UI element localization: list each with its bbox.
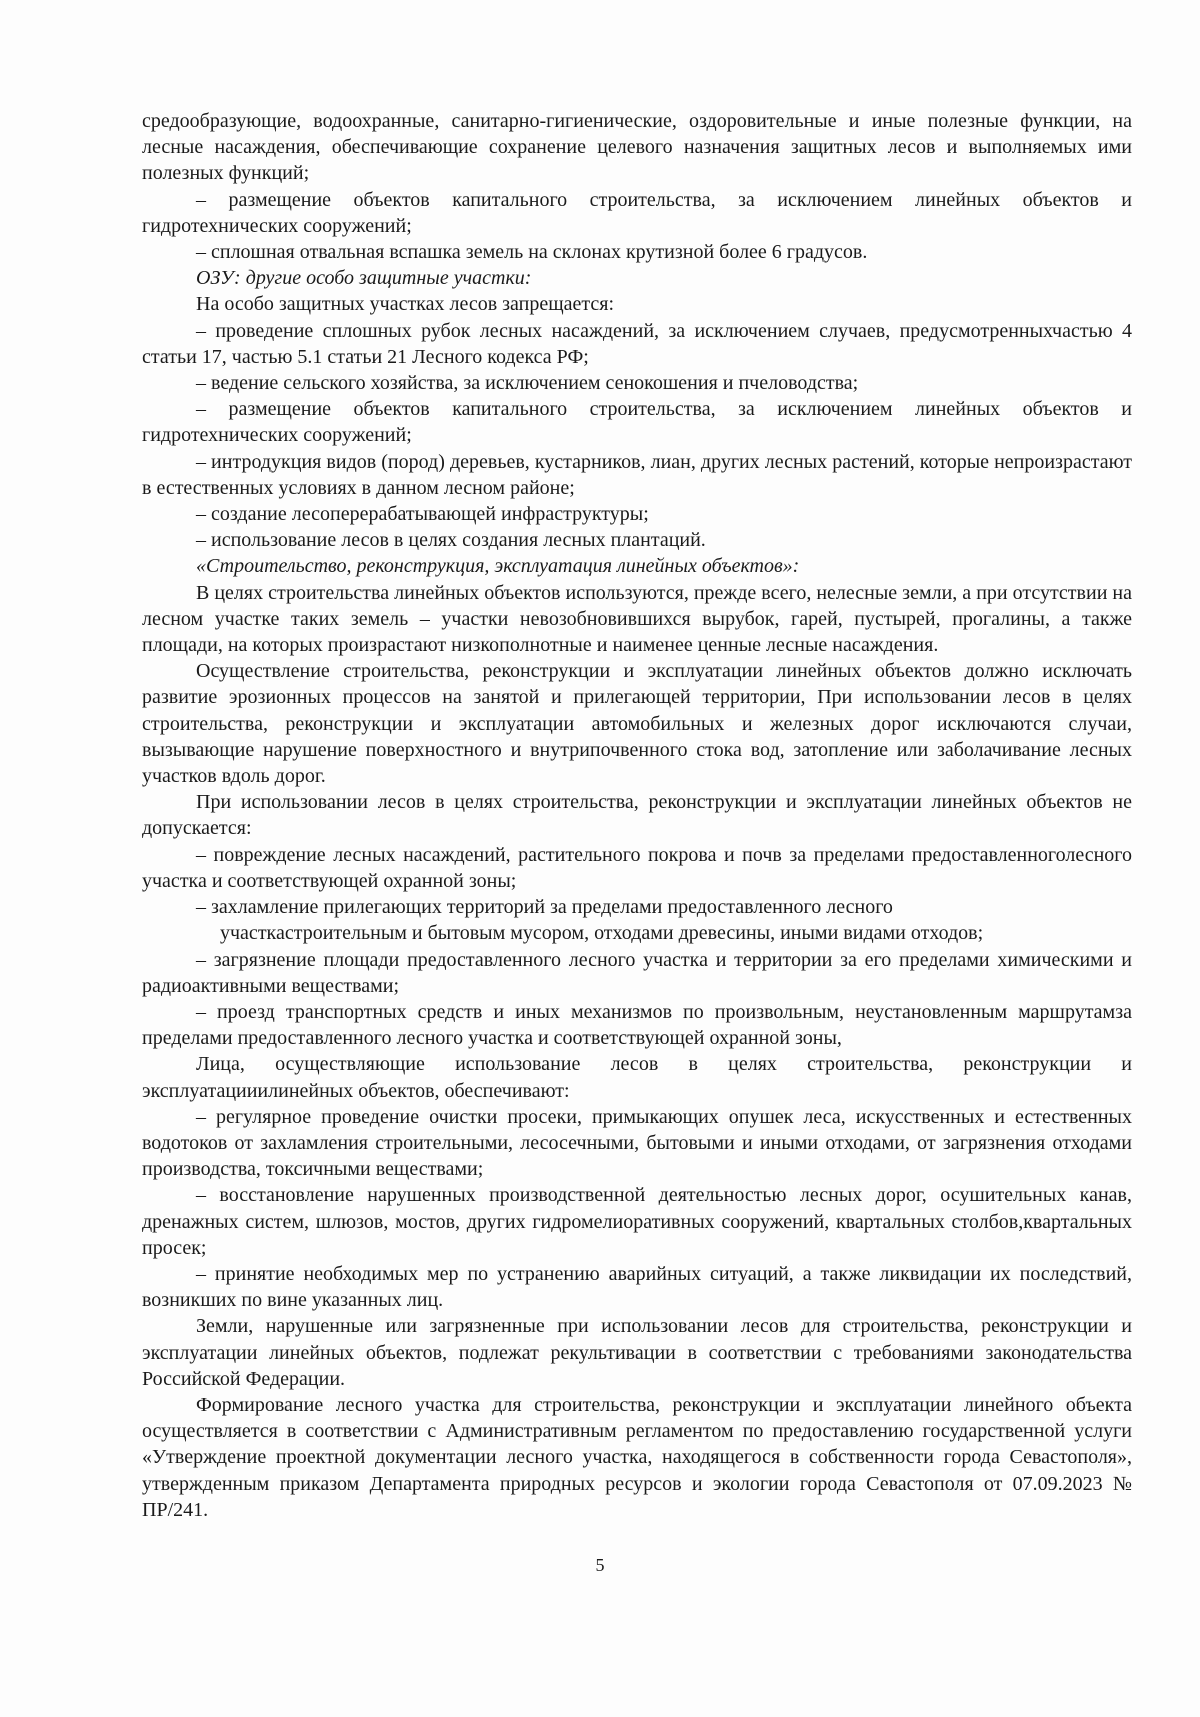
paragraph-26: Формирование лесного участка для строительства, реконструкции и эксплуатации линейного объекта осуществляется в соответствии с Административным регламентом по предоставлению государственной услуги «Утверждение проектной документации лесного участка, находящегося в собственности города Севастополя», утвержденным приказом Департамента природных ресурсов и экологии города Севастополя от 07.09.2023 № ПР/241. xyxy=(142,1393,1132,1521)
paragraph-5: На особо защитных участках лесов запрещается: xyxy=(196,293,615,316)
paragraph-13: В целях строительства линейных объектов используются, прежде всего, нелесные земли, а при отсутствии на лесном участке таких земель – участки невозобновившихся вырубок, гарей, пустырей, прогалины, а также площади, на которых произрастают низкополнотные и наименее ценные лесные насаждения. xyxy=(142,581,1132,657)
paragraph-16: – повреждение лесных насаждений, растительного покрова и почв за пределами предоставленноголесного участка и соответствующей охранной зоны; xyxy=(142,843,1132,892)
paragraph-22: – регулярное проведение очистки просеки, примыкающих опушек леса, искусственных и естественных водотоков от захламления строительными, лесосечными, бытовыми и иными отходами, от загрязнения отходами производства, токсичными веществами; xyxy=(142,1105,1132,1181)
paragraph-24: – принятие необходимых мер по устранению аварийных ситуаций, а также ликвидации их последствий, возникших по вине указанных лиц. xyxy=(142,1262,1132,1312)
paragraph-6: – проведение сплошных рубок лесных насаждений, за исключением случаев, предусмотренныхчастью 4 статьи 17, частью 5.1 статьи 21 Лесного кодекса РФ; xyxy=(142,319,1132,368)
section-heading-ozu: ОЗУ: другие особо защитные участки: xyxy=(196,267,532,290)
page-number: 5 xyxy=(595,1555,605,1575)
paragraph-7: – ведение сельского хозяйства, за исключением сенокошения и пчеловодства; xyxy=(196,372,859,395)
paragraph-20: – проезд транспортных средств и иных механизмов по произвольным, неустановленным маршрутамза пределами предоставленного лесного участка и соответствующей охранной зоны, xyxy=(142,1000,1132,1050)
document-body xyxy=(142,108,1132,1523)
paragraph-14: Осуществление строительства, реконструкции и эксплуатации линейных объектов должно исключать развитие эрозионных процессов на занятой и прилегающей территории, При использовании лесов в целях строительства, реконструкции и эксплуатации автомобильных и железных дорог исключаются случаи, вызывающие нарушение поверхностного и внутрипочвенного стока вод, затопление или заболачивание лесных участков вдоль дорог. xyxy=(142,660,1132,788)
paragraph-23: – восстановление нарушенных производственной деятельностью лесных дорог, осушительных канав, дренажных систем, шлюзов, мостов, других гидромелиоративных сооружений, квартальных столбов,квартальных просек; xyxy=(142,1184,1132,1259)
paragraph-25: Земли, нарушенные или загрязненные при использовании лесов для строительства, реконструкции и эксплуатации линейных объектов, подлежат рекультивации в соответствии с требованиями законодательства Российской Федерации. xyxy=(142,1315,1132,1390)
paragraph-1: средообразующие, водоохранные, санитарно-гигиенические, оздоровительные и иные полезные функции, на лесные насаждения, обеспечивающие сохранение целевого назначения защитных лесов и выполняемых ими полезных функций; xyxy=(142,110,1132,185)
paragraph-18: участкастроительным и бытовым мусором, отходами древесины, иными видами отходов; xyxy=(220,922,984,945)
paragraph-15: При использовании лесов в целях строительства, реконструкции и эксплуатации линейных объектов не допускается: xyxy=(142,791,1132,840)
paragraph-21: Лица, осуществляющие использование лесов в целях строительства, реконструкции и эксплуатацииилинейных объектов, обеспечивают: xyxy=(142,1053,1132,1102)
paragraph-10: – создание лесоперерабатывающей инфраструктуры; xyxy=(196,503,649,526)
paragraph-17: – захламление прилегающих территорий за пределами предоставленного лесного xyxy=(196,896,893,919)
paragraph-9: – интродукция видов (пород) деревьев, кустарников, лиан, других лесных растений, которые непроизрастают в естественных условиях в данном лесном районе; xyxy=(142,450,1132,499)
paragraph-8: – размещение объектов капитального строительства, за исключением линейных объектов и гидротехнических сооружений; xyxy=(142,398,1132,447)
paragraph-19: – загрязнение площади предоставленного лесного участка и территории за его пределами химическими и радиоактивными веществами; xyxy=(142,948,1132,997)
paragraph-11: – использование лесов в целях создания лесных плантаций. xyxy=(196,529,706,552)
section-heading-linear-objects: «Строительство, реконструкция, эксплуатация линейных объектов»: xyxy=(196,555,800,578)
paragraph-2: – размещение объектов капитального строительства, за исключением линейных объектов и гидротехнических сооружений; xyxy=(142,188,1132,237)
paragraph-3: – сплошная отвальная вспашка земель на склонах крутизной более 6 градусов. xyxy=(196,241,868,264)
